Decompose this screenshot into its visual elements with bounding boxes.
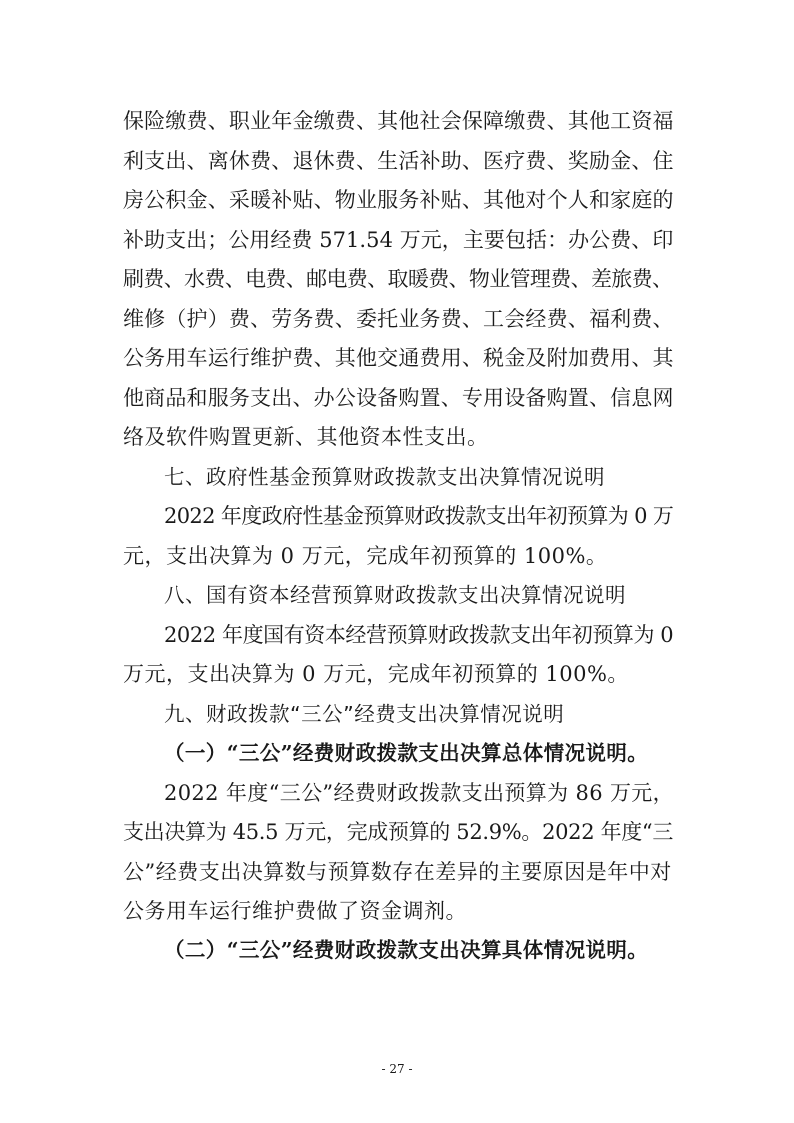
text-line: 2022 年度国有资本经营预算财政拨款支出年初预算为 0: [164, 623, 674, 647]
text-line: 万元，支出决算为 0 万元，完成年初预算的 100%。: [123, 662, 629, 686]
page-number: - 27 -: [381, 1062, 413, 1076]
section-heading-7: 七、政府性基金预算财政拨款支出决算情况说明: [164, 465, 605, 489]
section-heading-9: 九、财政拨款“三公”经费支出决算情况说明: [164, 702, 565, 726]
text-line: 补助支出；公用经费 571.54 万元，主要包括：办公费、印: [123, 228, 674, 252]
section-heading-8: 八、国有资本经营预算财政拨款支出决算情况说明: [164, 583, 626, 607]
text-line: 支出决算为 45.5 万元，完成预算的 52.9%。2022 年度“三: [123, 820, 674, 844]
text-line: 公”经费支出决算数与预算数存在差异的主要原因是年中对: [123, 860, 672, 884]
text-line: 维修（护）费、劳务费、委托业务费、工会经费、福利费、: [123, 307, 674, 331]
text-line: 2022 年度“三公”经费财政拨款支出预算为 86 万元，: [164, 781, 675, 805]
text-line: 刷费、水费、电费、邮电费、取暖费、物业管理费、差旅费、: [123, 267, 673, 291]
text-line: 公务用车运行维护费做了资金调剂。: [123, 899, 467, 923]
text-line: 络及软件购置更新、其他资本性支出。: [123, 425, 489, 449]
text-line: 元，支出决算为 0 万元，完成年初预算的 100%。: [123, 544, 608, 568]
text-line: 公务用车运行维护费、其他交通费用、税金及附加费用、其: [123, 346, 674, 370]
text-line: 保险缴费、职业年金缴费、其他社会保障缴费、其他工资福: [123, 109, 674, 133]
text-line: 利支出、离休费、退休费、生活补助、医疗费、奖励金、住: [123, 149, 674, 173]
subsection-heading-1: （一）“三公”经费财政拨款支出决算总体情况说明。: [164, 741, 649, 765]
text-line: 他商品和服务支出、办公设备购置、专用设备购置、信息网: [123, 386, 674, 410]
text-line: 2022 年度政府性基金预算财政拨款支出年初预算为 0 万: [164, 504, 674, 528]
subsection-heading-2: （二）“三公”经费财政拨款支出决算具体情况说明。: [164, 938, 649, 962]
text-line: 房公积金、采暖补贴、物业服务补贴、其他对个人和家庭的: [123, 188, 674, 212]
